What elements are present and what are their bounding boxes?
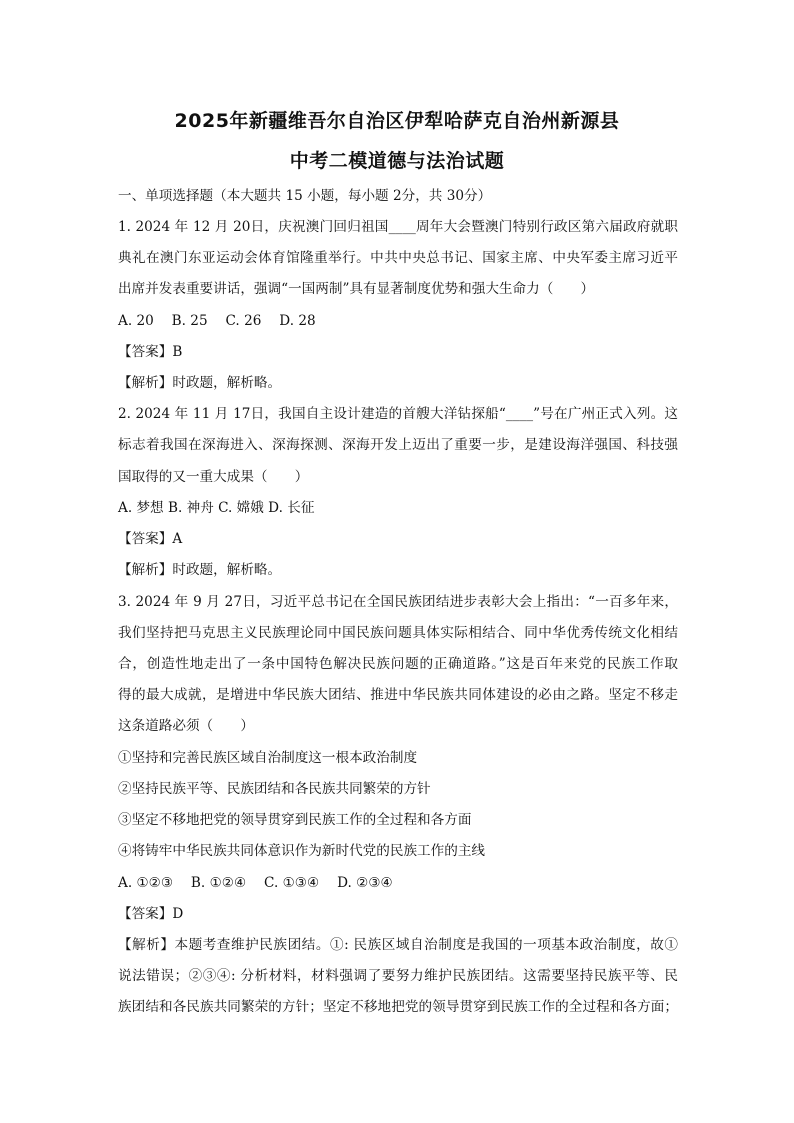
q2-stem-line: 2. 2024 年 11 月 17日，我国自主设计建造的首艘大洋钻探船“____”号在广州正式入列。这 bbox=[118, 406, 678, 422]
q2-stem-line: 国取得的又一重大成果（ ） bbox=[118, 469, 309, 485]
q3-analysis-line: 说法错误；②③④: 分析材料，材料强调了要努力维护民族团结。这需要坚持民族平等、民 bbox=[118, 968, 678, 984]
q2-analysis: 【解析】时政题，解析略。 bbox=[118, 562, 282, 578]
q3-stem-line: 合，创造性地走出了一条中国特色解决民族问题的正确道路。”这是百年来党的民族工作取 bbox=[118, 656, 678, 672]
q3-statement: ③坚定不移地把党的领导贯穿到民族工作的全过程和各方面 bbox=[118, 812, 472, 828]
q1-options: A. 20 B. 25 C. 26 D. 28 bbox=[118, 313, 316, 329]
q3-stem-line: 这条道路必须（ ） bbox=[118, 718, 254, 734]
q1-analysis: 【解析】时政题，解析略。 bbox=[118, 375, 282, 391]
q3-stem-line: 我们坚持把马克思主义民族理论同中国民族问题具体实际相结合、同中华优秀传统文化相结 bbox=[118, 625, 678, 641]
q3-answer: 【答案】D bbox=[118, 906, 184, 922]
q3-options: A. ①②③ B. ①②④ C. ①③④ D. ②③④ bbox=[118, 875, 393, 891]
q3-statement: ②坚持民族平等、民族团结和各民族共同繁荣的方针 bbox=[118, 781, 431, 797]
document-title-line2: 中考二模道德与法治试题 bbox=[289, 150, 505, 172]
q1-stem-line: 1. 2024 年 12 月 20日，庆祝澳门回归祖国____周年大会暨澳门特别行政区第六届政府就职 bbox=[118, 219, 678, 235]
q1-answer: 【答案】B bbox=[118, 344, 183, 360]
q2-answer: 【答案】A bbox=[118, 531, 183, 547]
section-header: 一、单项选择题（本大题共 15 小题，每小题 2分，共 30分） bbox=[118, 188, 492, 204]
q2-stem-line: 标志着我国在深海进入、深海探测、深海开发上迈出了重要一步，是建设海洋强国、科技强 bbox=[118, 437, 678, 453]
q1-stem-line: 典礼在澳门东亚运动会体育馆隆重举行。中共中央总书记、国家主席、中央军委主席习近平 bbox=[118, 250, 678, 266]
q1-stem-line: 出席并发表重要讲话，强调“一国两制”具有显著制度优势和强大生命力（ ） bbox=[118, 281, 595, 297]
q3-stem-line: 得的最大成就，是增进中华民族大团结、推进中华民族共同体建设的必由之路。坚定不移走 bbox=[118, 687, 678, 703]
q3-stem-line: 3. 2024 年 9 月 27日，习近平总书记在全国民族团结进步表彰大会上指出：“一百多年来， bbox=[118, 594, 678, 610]
q3-statement: ④将铸牢中华民族共同体意识作为新时代党的民族工作的主线 bbox=[118, 843, 486, 859]
document-title-line1: 2025年新疆维吾尔自治区伊犁哈萨克自治州新源县 bbox=[174, 110, 620, 132]
q2-options: A. 梦想 B. 神舟 C. 嫦娥 D. 长征 bbox=[118, 500, 315, 516]
q3-analysis-line: 族团结和各民族共同繁荣的方针；坚定不移地把党的领导贯穿到民族工作的全过程和各方面； bbox=[118, 999, 678, 1015]
q3-analysis-line: 【解析】本题考查维护民族团结。①: 民族区域自治制度是我国的一项基本政治制度，故① bbox=[118, 937, 678, 953]
q3-statement: ①坚持和完善民族区域自治制度这一根本政治制度 bbox=[118, 750, 418, 766]
